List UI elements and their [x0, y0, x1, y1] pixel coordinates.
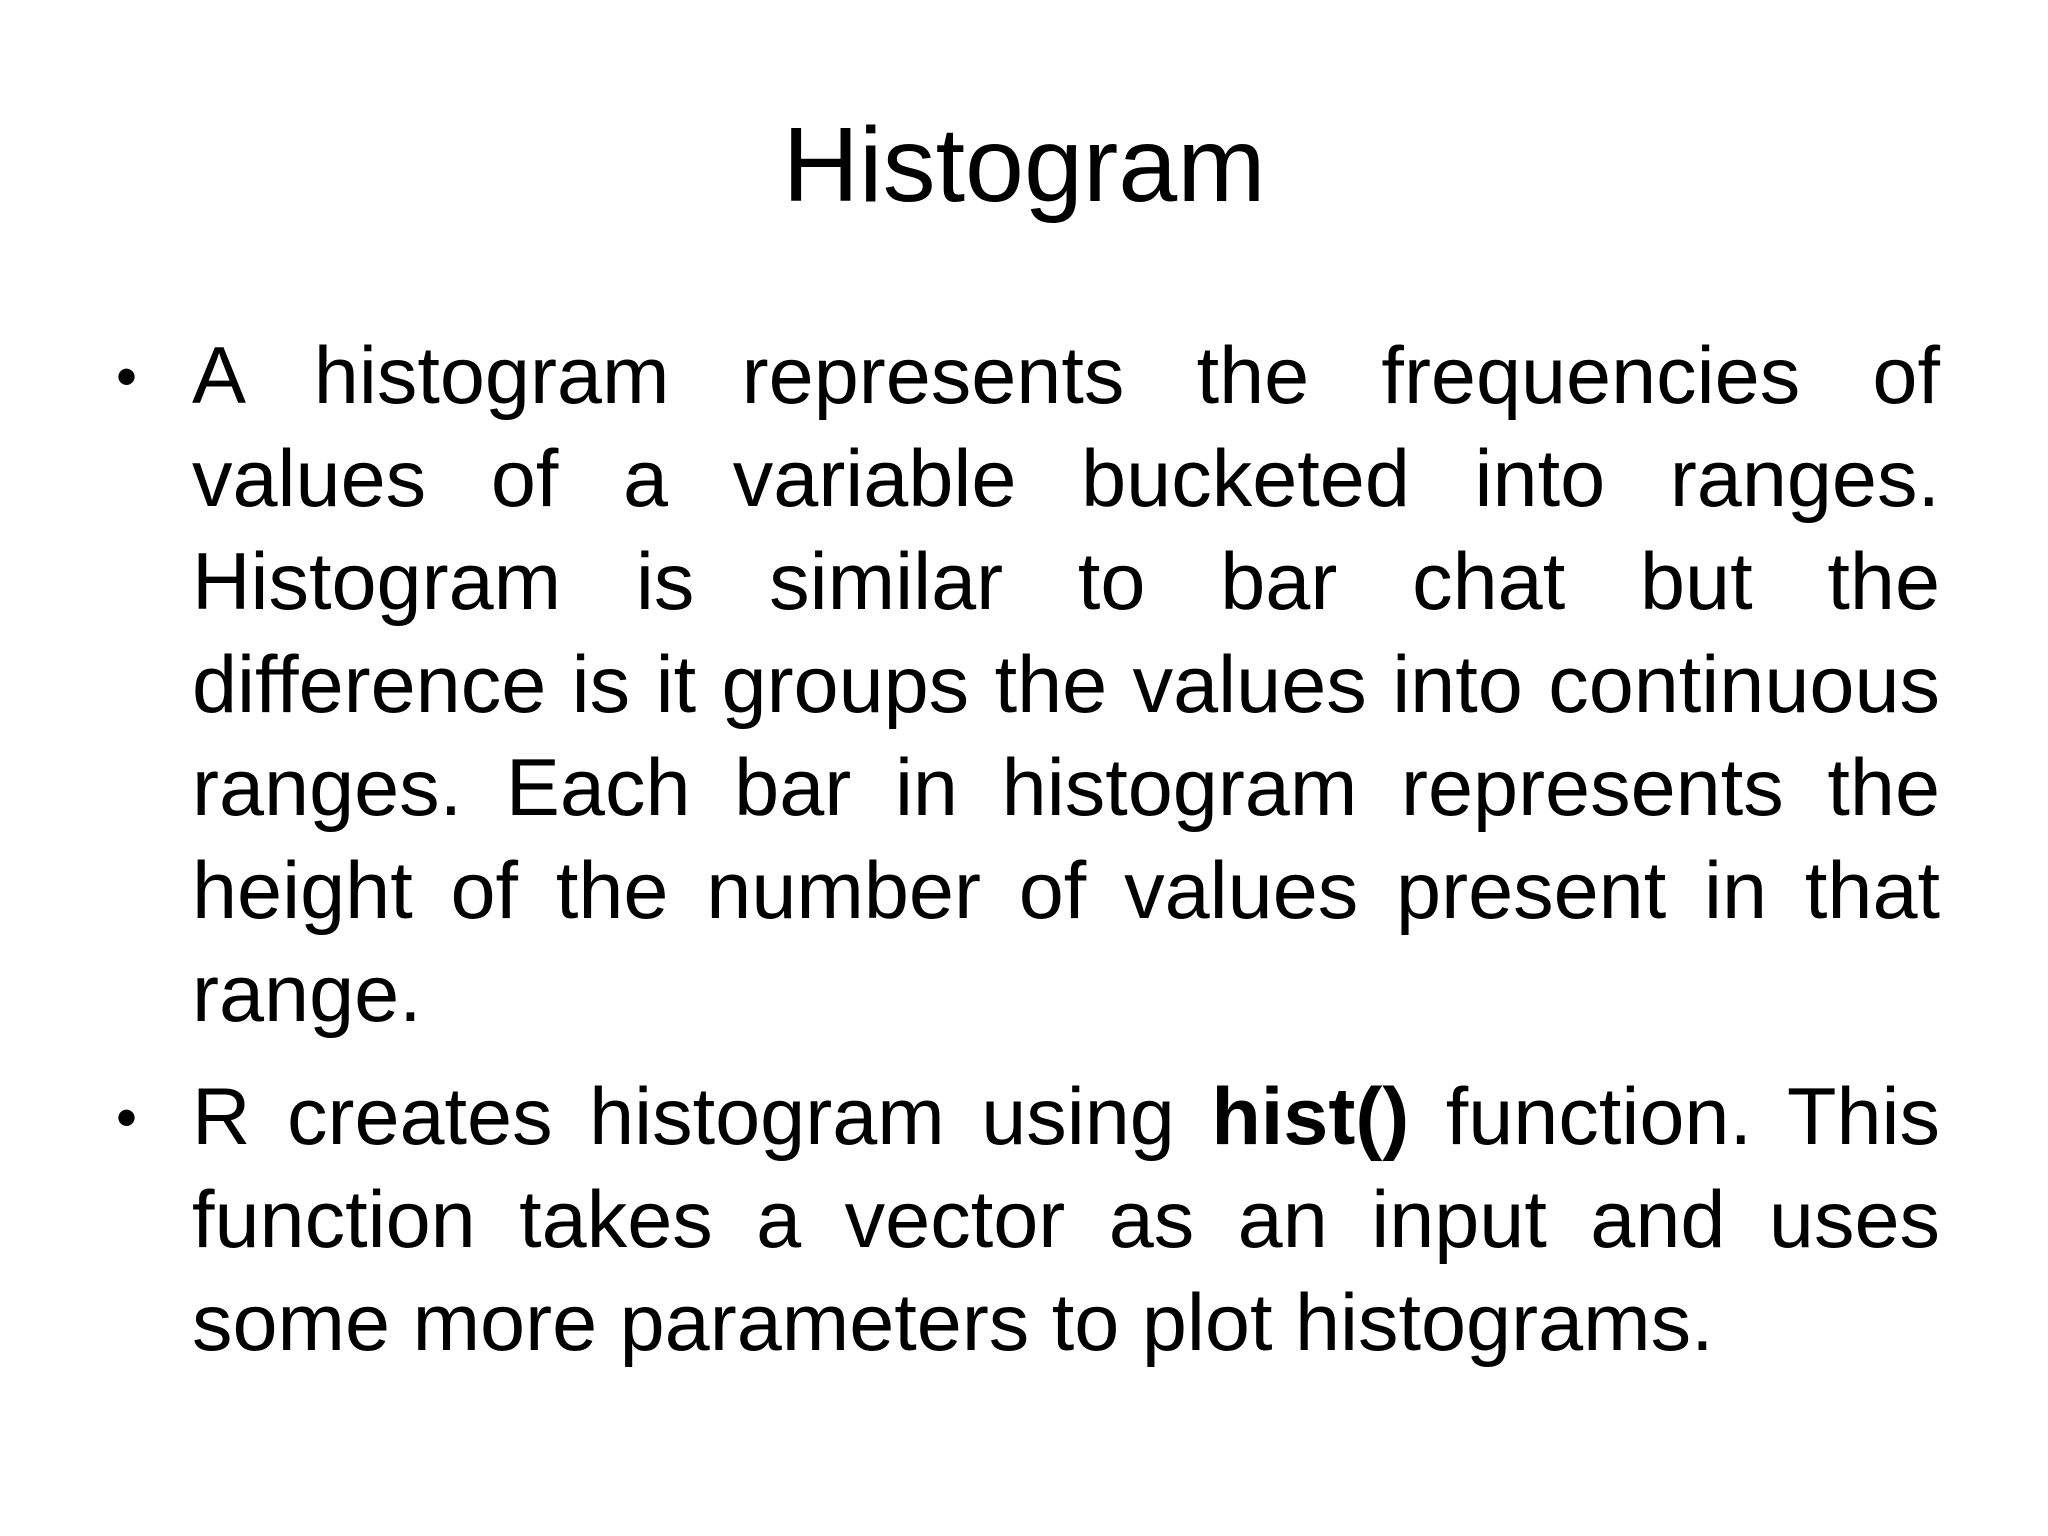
bullet-text-before: R creates histogram using: [192, 1072, 1212, 1162]
bullet-list: [110, 325, 1940, 1395]
function-name: hist(): [1211, 1072, 1410, 1162]
bullet-icon: •: [116, 1084, 138, 1151]
slide-title: Histogram: [782, 106, 1266, 224]
bullet-item: [110, 1066, 1940, 1375]
bullet-text-after: function. This function takes a vector as an input and uses some more parameters to plot histograms.: [192, 1072, 1940, 1368]
bullet-item: [110, 325, 1940, 1046]
bullet-icon: •: [116, 343, 138, 410]
bullet-text: A histogram represents the frequencies of values of a variable bucketed into ranges. Histogram is similar to bar chat but the difference is it groups the values into continuous ranges. Each bar in histogram represents the height of the number of values present in that range.: [192, 331, 1940, 1039]
